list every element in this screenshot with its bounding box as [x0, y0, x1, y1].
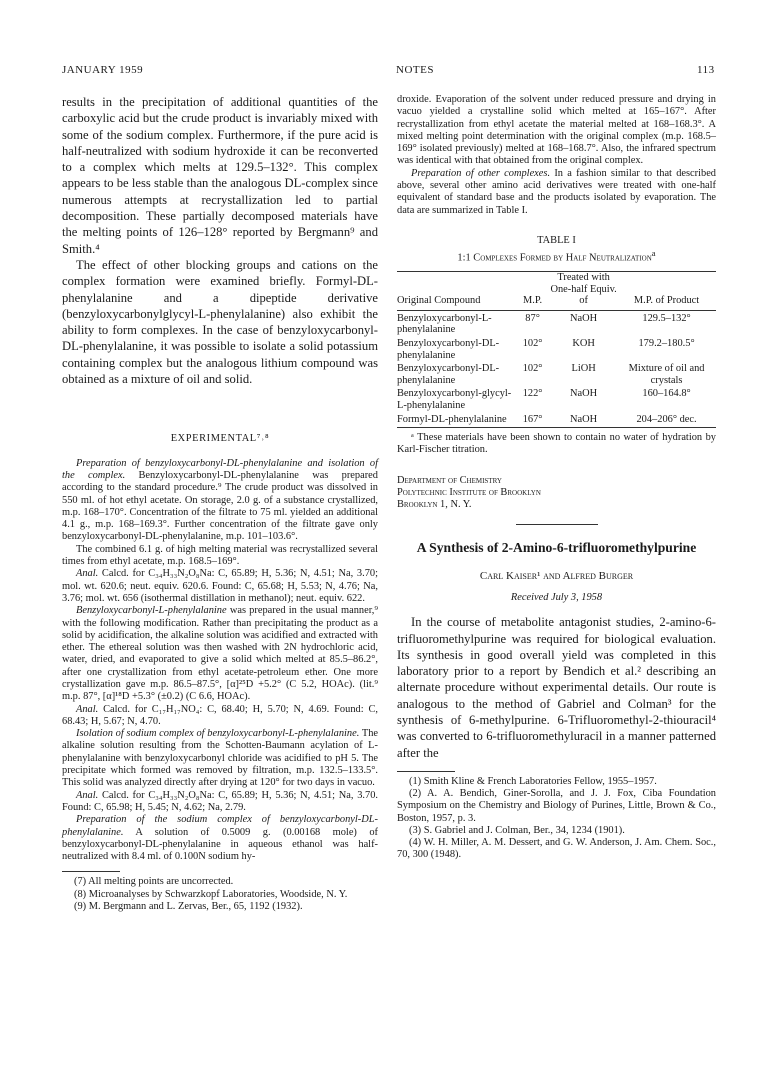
table-row	[397, 412, 716, 428]
table-cell: 102°	[522, 363, 543, 375]
footnote: (2) A. A. Bendich, Giner-Sorolla, and J. J. Fox, Ciba Foundation Symposium on the Chemistry and Biology of Purines, Little, Brown & Co., Boston, 1957, p. 3.	[397, 788, 716, 824]
table-row	[397, 310, 716, 336]
table-cell: KOH	[572, 338, 595, 349]
table-cell: LiOH	[571, 363, 596, 375]
table-row	[397, 361, 716, 386]
body-paragraph: In the course of metabolite antagonist studies, 2-amino-6-trifluoromethylpurine was required for biological evaluation. Its synthesis in good overall yield was completed in this laboratory prior to a report by Bendich et al.² describing an alternate procedure without experimental details. Our route is analogous to the method of Gabriel and Colman³ for the synthesis of 6-methylpurine. 6-Trifluoromethyl-2-thiouracil⁴ was converted to 6-trifluoromethyluracil in a manner patterned after the	[397, 615, 716, 760]
left-column	[62, 94, 378, 913]
body-paragraph: results in the precipitation of additional quantities of the carboxylic acid but the crude product is invariably mixed with some of the sodium complex. Furthermore, if the pure acid is half-neutralized with sodium hydroxide it can be reconverted to a complex which melts at 129.5–132°. This complex appears to be less stable than the analogous DL-complex since numerous attempts at recrystallization led to partial decomposition. These partially decomposed materials have the melting points of 126–128° reported by Bergmann⁹ and Smith.⁴	[62, 95, 378, 256]
table-cell: NaOH	[570, 388, 598, 400]
column-header: Original Compound	[397, 272, 515, 310]
footnote: (3) S. Gabriel and J. Colman, Ber., 34, 1234 (1901).	[409, 824, 625, 836]
analysis-paragraph: Anal. Calcd. for C₃₄H₃₃N₂O₈Na: C, 65.89; H, 5.36; N, 4.51; Na, 3.70; mol. wt. 620.6; neut. equiv. 620.6. Found: C, 65.68; H, 5.53; N, 4.76; Na, 3.76; mol. wt. 656 (isothermal distillation in methanol); neut. equiv. 622.	[62, 568, 378, 604]
table-cell: Benzyloxycarbonyl-DL-phenylalanine	[397, 338, 500, 361]
table-cell: 179.2–180.5°	[638, 338, 695, 349]
table-cell: NaOH	[570, 312, 598, 324]
footnote-rule	[397, 771, 455, 772]
experimental-paragraph: droxide. Evaporation of the solvent under reduced pressure and drying in vacuo yielded a crystalline solid which melted at 165–167°. After recrystallization from ethyl acetate the material melted at 168–168.3°. A mixed melting point determination with the original complex (m.p. 168.5–169° isolated previously) melted at 168–168.7°. Also, the infrared spectrum was identical with that obtained from the original complex.	[397, 94, 716, 167]
table-cell: Benzyloxycarbonyl-L-phenylalanine	[397, 312, 492, 336]
table-cell: 102°	[522, 338, 543, 349]
table-cell: Benzyloxycarbonyl-glycyl-L-phenylalanine	[397, 388, 512, 411]
run-in-title: Preparation of benzyloxycarbonyl-DL-phenylalanine and isolation of the complex.	[62, 457, 378, 481]
experimental-paragraph: Isolation of sodium complex of benzyloxycarbonyl-L-phenylalanine. The alkaline solution resulting from the Schotten-Baumann acylation of L-phenylalanine with benzyloxycarbonyl chloride was acidified to pH 5. The precipitate which formed was removed by filtration, m.p. 132.5–133.5°. This solid was analyzed directly after drying at 120° for two days in vacuo.	[62, 728, 378, 789]
right-column	[397, 94, 716, 861]
table-cell: Formyl-DL-phenylalanine	[397, 412, 515, 428]
table-cell: Mixture of oil and crystals	[628, 363, 705, 386]
analysis-paragraph: Anal. Calcd. for C₃₄H₃₃N₂O₈Na: C, 65.89; H, 5.36; N, 4.51; Na, 3.70. Found: C, 65.98; H, 5.45; N, 4.62; Na, 2.79.	[62, 789, 378, 813]
table-cell: 204–206° dec.	[617, 412, 716, 428]
affiliation: Department of Chemistry Polytechnic Institute of Brooklyn Brooklyn 1, N. Y.	[397, 474, 541, 511]
column-header: Treated with One-half Equiv. of	[550, 272, 617, 310]
column-header: M.P. of Product	[617, 272, 716, 310]
experimental-paragraph: Preparation of benzyloxycarbonyl-DL-phenylalanine and isolation of the complex. Benzyloxycarbonyl-DL-phenylalanine was prepared according to the standard procedure.⁹ The crude product was dissolved in 550 ml. of hot ethyl acetate. On storage, 2.0 g. of a substance crystallized, m.p. 168–170°. Concentration of the filtrate to 75 ml. yielded an additional 4.1 g., m.p. 168–169.3°. Further concentration of the filtrate gave only benzyloxycarbonyl-DL-phenylalanine, m.p. 101–103.6°.	[62, 457, 378, 543]
complexes-table	[397, 271, 716, 428]
footnote: (8) Microanalyses by Schwarzkopf Laboratories, Woodside, N. Y.	[74, 888, 348, 900]
footnote: (1) Smith Kline & French Laboratories Fellow, 1955–1957.	[409, 775, 657, 787]
table-cell: NaOH	[550, 412, 617, 428]
table-cell: 167°	[515, 412, 550, 428]
journal-date: JANUARY 1959	[62, 64, 144, 76]
experimental-paragraph: Benzyloxycarbonyl-L-phenylalanine was prepared in the usual manner,⁹ with the following modification. Rather than precipitating the product as a solid by acidification, the alkaline solution was acidified and extracted with ether. The ethereal solution was then washed with 2N hydrochloric acid, water, dried, and evaporated to give a solid which melted at 85.5–86.2°, after one crystallization from ethyl acetate-petroleum ether. One more crystallization gave m.p. 86.5–87.5°, [α]²⁵D +5.2° (C 5.2, HOAc). (lit.⁹ m.p. 87°, [α]¹⁸D +5.3° (±0.2) (C 6.6, HOAc).	[62, 605, 378, 703]
authors: Carl Kaiser¹ and Alfred Burger	[479, 569, 634, 582]
experimental-paragraph: Preparation of the sodium complex of benzyloxycarbonyl-DL-phenylalanine. A solution of 0.5009 g. (0.00168 mole) of benzyloxycarbonyl-DL-phenylalanine in aqueous ethanol was half-neutralized with 8.4 ml. of 0.100N sodium hy-	[62, 814, 378, 863]
body-paragraph: The effect of other blocking groups and cations on the complex formation were examined briefly. Formyl-DL-phenylalanine and a dipeptide derivative (benzyloxycarbonylglycyl-L-phenylalanine) also exhibit the ability to form complexes. In the case of benzyloxycarbonyl-DL-phenylalanine, it was possible to isolate a solid potassium containing complex but the analogous lithium compound was obtained as a mixture of oil and solid.	[62, 257, 378, 387]
analysis-paragraph: Anal. Calcd. for C₁₇H₁₇NO₄: C, 68.40; H, 5.70; N, 4.69. Found: C, 68.43; H, 5.67; N, 4.70.	[62, 703, 378, 727]
table-subtitle: 1:1 Complexes Formed by Half Neutralization$^a$	[457, 248, 656, 264]
table-title: TABLE I	[537, 234, 576, 246]
experimental-paragraph: The combined 6.1 g. of high melting material was recrystallized several times from ethyl acetate, m.p. 168.5–169°.	[62, 543, 378, 568]
footnote-rule	[62, 871, 120, 872]
table-row	[397, 336, 716, 361]
column-header: M.P.	[515, 272, 550, 310]
footnote: (9) M. Bergmann and L. Zervas, Ber., 65, 1192 (1932).	[74, 900, 303, 912]
experimental-paragraph: Preparation of other complexes. In a fashion similar to that described above, several other amino acid derivatives were treated with one-half equivalent of standard base and the products isolated by evaporation. The data are summarized in Table I.	[397, 167, 717, 216]
table-cell: Benzyloxycarbonyl-DL-phenylalanine	[397, 363, 500, 386]
section-heading: EXPERIMENTAL⁷˒⁸	[170, 433, 270, 445]
section-rule	[516, 524, 598, 525]
footnote: (7) All melting points are uncorrected.	[74, 876, 234, 888]
section-name: NOTES	[396, 64, 434, 76]
article-title: A Synthesis of 2-Amino-6-trifluoromethylpurine	[416, 539, 697, 555]
table-row	[397, 386, 716, 411]
footnote: (4) W. H. Miller, A. M. Dessert, and G. W. Anderson, J. Am. Chem. Soc., 70, 300 (1948).	[397, 836, 716, 861]
table-cell: 122°	[522, 388, 543, 400]
table-cell: 87°	[525, 312, 540, 324]
table-cell: 160–164.8°	[642, 388, 691, 400]
table-footnote: ᵃ These materials have been shown to contain no water of hydration by Karl-Fischer titration.	[397, 432, 716, 456]
page-number: 113	[697, 64, 715, 76]
table-cell: 129.5–132°	[642, 312, 691, 324]
received-date: Received July 3, 1958	[510, 591, 603, 603]
